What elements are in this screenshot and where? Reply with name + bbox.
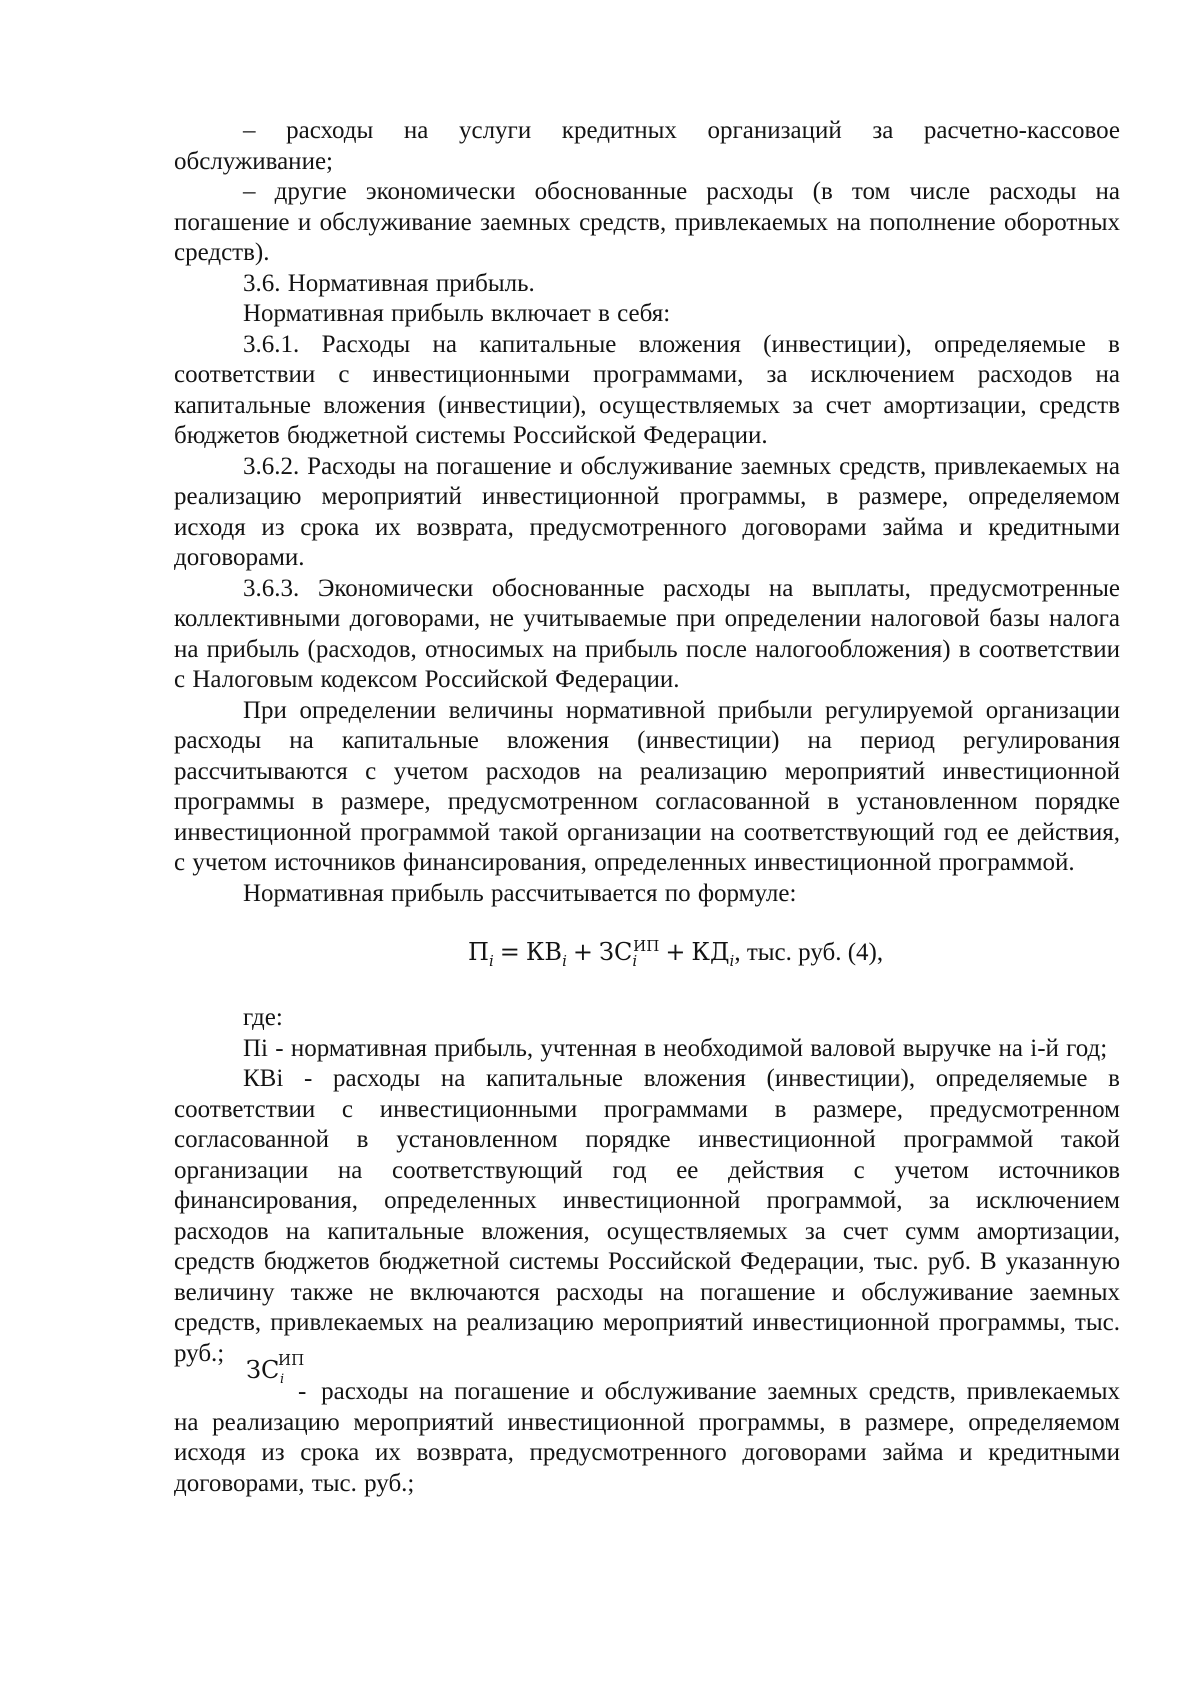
- formula-term-kv-sub: i: [562, 951, 567, 970]
- zc-symbol-sub: i: [280, 1372, 285, 1387]
- paragraph-bank-services: – расходы на услуги кредитных организаций за расчетно-кассовое обслуживание;: [174, 117, 1120, 175]
- zc-symbol: [246, 1351, 305, 1399]
- formula-plus-2: +: [665, 938, 686, 966]
- zc-dash: -: [298, 1378, 307, 1405]
- formula-4: [174, 929, 1120, 975]
- formula-lhs-sub: i: [488, 951, 494, 970]
- paragraph-profit-includes: Нормативная прибыль включает в себя:: [243, 300, 671, 327]
- formula-term-kd: КД: [691, 938, 730, 966]
- formula-expression: [468, 937, 884, 970]
- paragraph-profit-calculation: При определении величины нормативной прибыли регулируемой организации расходы на капитальные вложения (инвестиции) на период регулирования рассчитываются с учетом расходов на реализацию мероприятий инвестиционной программы в размере, предусмотренном согласованной в установленном порядке инвестиционной программой такой организации на соответствующий год ее действия, с учетом источников финансирования, определенных инвестиционной программой.: [174, 696, 1120, 876]
- paragraph-3-6-1: 3.6.1. Расходы на капитальные вложения (инвестиции), определяемые в соответствии с инвестиционными программами, за исключением расходов на капитальные вложения (инвестиции), осуществляемых за счет амортизации, средств бюджетов бюджетной системы Российской Федерации.: [174, 330, 1120, 449]
- formula-plus-1: +: [572, 938, 593, 966]
- zc-symbol-base: ЗС: [246, 1356, 280, 1384]
- paragraph-formula-intro: Нормативная прибыль рассчитывается по формуле:: [243, 879, 797, 907]
- formula-term-kv: КВ: [525, 938, 563, 966]
- formula-term-zc-sub: i: [632, 951, 638, 970]
- formula-term-zc: ЗС: [599, 938, 633, 966]
- definition-profit: Пi - нормативная прибыль, учтенная в необходимой валовой выручке на i-й год;: [243, 1034, 1108, 1062]
- formula-equals: =: [499, 938, 520, 966]
- document-body: [174, 116, 1120, 1499]
- paragraph-3-6-2: 3.6.2. Расходы на погашение и обслуживание заемных средств, привлекаемых на реализацию мероприятий инвестиционной программы, в размере, определяемом исходя из срока их возврата, предусмотренного договорами займа и кредитными договорами.: [174, 452, 1120, 571]
- definition-capital-investment: КВi - расходы на капитальные вложения (инвестиции), определяемые в соответствии с инвестиционными программами в размере, предусмотренном согласованной в установленном порядке инвестиционной программой такой организации на соответствующий год ее действия с учетом источников финансирования, определенных инвестиционной программой, за исключением расходов на капитальные вложения, осуществляемых за счет сумм амортизации, средств бюджетов бюджетной системы Российской Федерации, тыс. руб. В указанную величину также не включаются расходы на погашение и обслуживание заемных средств, привлекаемых на реализацию мероприятий инвестиционной программы, тыс. руб.;: [174, 1065, 1120, 1367]
- definition-loan-expenses: [174, 1351, 1121, 1499]
- section-heading-3-6: 3.6. Нормативная прибыль.: [243, 269, 535, 297]
- formula-term-kd-sub: i: [729, 951, 735, 970]
- where-label: где:: [243, 1004, 283, 1031]
- formula-lhs: П: [468, 938, 489, 966]
- paragraph-3-6-3: 3.6.3. Экономически обоснованные расходы на выплаты, предусмотренные коллективными договорами, не учитываемые при определении налоговой базы налога на прибыль (расходов, относимых на прибыль после налогообложения) в соответствии с Налоговым кодексом Российской Федерации.: [174, 574, 1120, 693]
- formula-suffix: , тыс. руб. (4),: [734, 939, 884, 966]
- zc-symbol-sup: ИП: [278, 1351, 305, 1369]
- formula-term-zc-sup: ИП: [633, 937, 660, 955]
- paragraph-other-expenses: – другие экономически обоснованные расходы (в том числе расходы на погашение и обслуживание заемных средств, привлекаемых на пополнение оборотных средств).: [174, 178, 1120, 266]
- zc-definition-text: расходы на погашение и обслуживание заемных средств, привлекаемых на реализацию мероприятий инвестиционной программы, в размере, определяемом исходя из срока их возврата, предусмотренного договорами займа и кредитными договорами, тыс. руб.;: [174, 1378, 1121, 1497]
